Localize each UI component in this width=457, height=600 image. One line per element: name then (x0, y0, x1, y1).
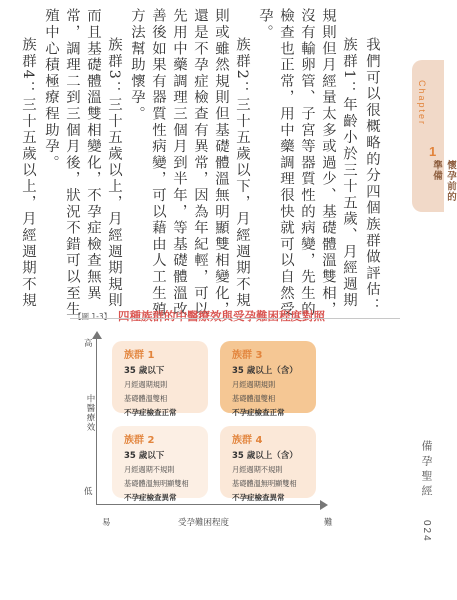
figure-title: 四種族群的中醫療效與受孕難困程度對照 (118, 309, 325, 323)
chapter-label: Chapter (417, 80, 427, 127)
intro-paragraph: 我們可以很概略的分四個族群做評估： (364, 36, 380, 314)
y-axis-line (96, 338, 97, 504)
group3-paragraph: 族群3：三十五歲以上，月經週期規則而且基礎體溫雙相變化，不孕症檢查無異常，調理二到三個月後，狀況不錯可以至生殖中心積極療程助孕。 (43, 8, 122, 318)
group4-cycle: 月經週期不規則 (232, 465, 283, 474)
group2-box (112, 426, 208, 502)
group2-exam: 不孕症檢查異常 (124, 493, 177, 502)
group4-temp: 基礎體溫無明顯雙相 (232, 479, 297, 488)
chapter-number: 1 (429, 144, 437, 159)
group2-paragraph: 族群2：三十五歲以下，月經週期不規則或雖然規則但基礎體溫無明顯雙相變化，還是不孕症檢查有異常，因為年紀輕，可以先用中藥調理三個月到半年，等基礎體溫改善後如果有器質性病變，可以藉由人工生殖方法幫助懷孕。 (129, 8, 250, 318)
group1-age: 35 歲以下 (124, 366, 165, 376)
group3-cycle: 月經週期規則 (232, 380, 276, 389)
y-axis-low-label: 低 (84, 487, 93, 497)
group4-box (220, 426, 316, 502)
group2-age: 35 歲以下 (124, 451, 165, 461)
group4-paragraph: 族群4：三十五歲以上，月經週期不規 (20, 36, 36, 309)
figure-divider (70, 318, 400, 319)
y-axis-title: 中醫療效 (85, 394, 95, 432)
group2-temp: 基礎體溫無明顯雙相 (124, 479, 189, 488)
group1-temp: 基礎體溫雙相 (124, 394, 168, 403)
body-text (20, 8, 382, 320)
group1-exam: 不孕症檢查正常 (124, 408, 177, 417)
chapter-tab (412, 60, 456, 212)
group4-name: 族群 4 (232, 435, 263, 446)
chapter-title: 懷孕前的準備 (431, 160, 456, 202)
group3-exam: 不孕症檢查正常 (232, 408, 285, 417)
x-axis-title: 受孕難困程度 (178, 518, 230, 528)
group3-box (220, 341, 316, 417)
group3-age: 35 歲以上（含） (232, 366, 298, 376)
group1-name: 族群 1 (124, 350, 155, 361)
group2-cycle: 月經週期不規則 (124, 465, 175, 474)
x-axis-arrow-icon (320, 500, 328, 510)
figure-label: 【圖 1-3】 (74, 312, 112, 321)
group4-exam: 不孕症檢查異常 (232, 493, 285, 502)
book-title: 備孕聖經 (420, 440, 433, 500)
group4-age: 35 歲以上（含） (232, 451, 298, 461)
group1-paragraph: 族群1：年齡小於三十五歲、月經週期規則但月經量太多或過少、基礎體溫雙相，沒有輸卵管、子宮等器質性的病變，先生的檢查也正常，用中藥調理很快就可以自然受孕。 (257, 8, 357, 318)
x-axis-hard-label: 難 (324, 518, 333, 528)
group3-name: 族群 3 (232, 350, 263, 361)
y-axis-arrow-icon (92, 331, 102, 339)
group1-cycle: 月經週期規則 (124, 380, 168, 389)
page-number: 024 (421, 520, 432, 543)
group1-box (112, 341, 208, 417)
x-axis-easy-label: 易 (102, 518, 111, 528)
y-axis-high-label: 高 (84, 339, 93, 349)
group3-temp: 基礎體溫雙相 (232, 394, 276, 403)
group2-name: 族群 2 (124, 435, 155, 446)
